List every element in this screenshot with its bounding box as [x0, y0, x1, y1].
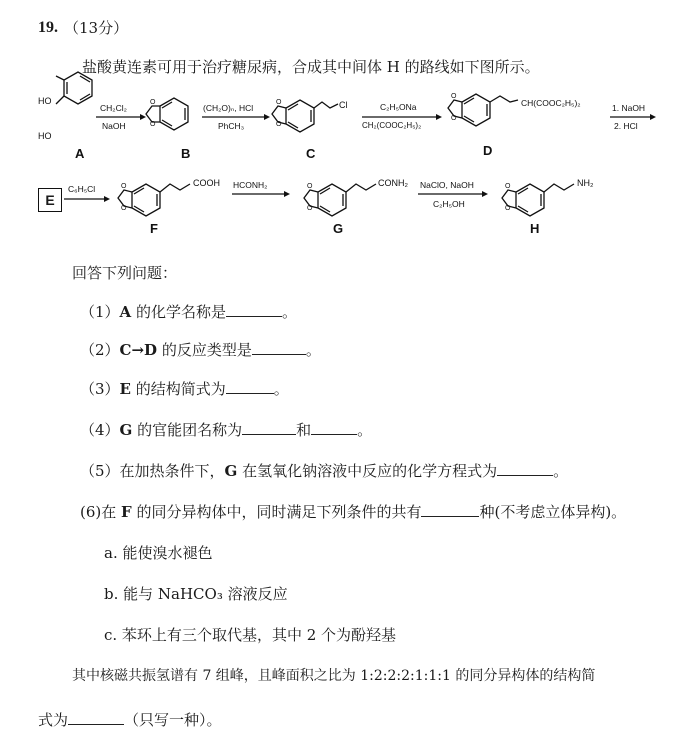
d-o-bottom: O: [451, 115, 457, 122]
g-o-bottom: O: [307, 205, 313, 212]
answer-blank-6[interactable]: [421, 502, 479, 517]
compound-f-label: F: [150, 221, 158, 236]
question-5: （5）在加热条件下，G 在氢氧化钠溶液中反应的化学方程式为 。: [80, 462, 569, 480]
reagent-gh-bottom: C₂H₅OH: [433, 199, 465, 209]
compound-g-label: G: [333, 221, 344, 236]
compound-b-label: B: [181, 146, 191, 161]
f-o-bottom: O: [121, 205, 127, 212]
answer-blank-5[interactable]: [497, 461, 553, 476]
reagent-de-top: 1. NaOH: [612, 103, 646, 113]
ho-bottom-label: HO: [38, 131, 52, 141]
d-o-top: O: [451, 93, 457, 100]
h-o-top: O: [505, 183, 511, 190]
answer-blank-1[interactable]: [226, 302, 282, 317]
compound-d-label: D: [483, 143, 493, 158]
reagent-de-bottom: 2. HCl: [614, 121, 638, 131]
chloro-label: Cl: [339, 100, 348, 110]
answer-blank-2[interactable]: [252, 340, 306, 355]
g-amide-chain: CONH₂: [378, 178, 408, 188]
h-amine-chain: NH₂: [577, 178, 594, 188]
ho-top-label: HO: [38, 96, 52, 106]
answer-blank-7[interactable]: [68, 710, 124, 725]
h-o-bottom: O: [505, 205, 511, 212]
compound-a-label: A: [75, 146, 85, 161]
reagent-cd-top: C₂H₅ONa: [380, 102, 417, 112]
f-o-top: O: [121, 183, 127, 190]
g-o-top: O: [307, 183, 313, 190]
answer-blank-4a[interactable]: [242, 420, 296, 435]
question-number: 19.: [38, 19, 58, 36]
condition-b: b. 能与 NaHCO₃ 溶液反应: [104, 585, 288, 603]
compound-h-label: H: [530, 221, 540, 236]
compound-c-label: C: [306, 146, 316, 161]
question-4: （4）G 的官能团名称为 和 。: [80, 421, 373, 439]
answer-blank-3[interactable]: [226, 379, 274, 394]
answer-blank-4b[interactable]: [311, 420, 357, 435]
reagent-ab-bottom: NaOH: [102, 121, 126, 131]
question-score: （13分）: [64, 19, 129, 37]
reagent-ef-top: C₆H₅Cl: [68, 184, 96, 194]
condition-c: c. 苯环上有三个取代基，其中 2 个为酚羟基: [104, 626, 397, 644]
question-1: （1）A 的化学名称是 。: [80, 303, 297, 321]
question-3: （3）E 的结构简式为 。: [80, 380, 289, 398]
question-6: (6)在 F 的同分异构体中，同时满足下列条件的共有 种(不考虑立体异构)。: [80, 503, 627, 521]
compound-e-box: E: [38, 188, 62, 212]
reagent-fg-top: HCONH₂: [233, 180, 268, 190]
answer-prompt: 回答下列问题：: [72, 264, 178, 282]
b-o-top: O: [150, 99, 156, 106]
reagent-bc-bottom: PhCH₃: [218, 121, 245, 131]
c-o-bottom: O: [276, 121, 282, 128]
nmr-condition-line2: 式为 （只写一种）。: [38, 711, 222, 729]
b-o-bottom: O: [150, 121, 156, 128]
f-acid-chain: COOH: [193, 178, 220, 188]
reagent-bc-top: (CH₂O)ₙ, HCl: [203, 103, 254, 113]
compound-h-structure: [0, 0, 692, 260]
c-o-top: O: [276, 99, 282, 106]
reagent-gh-top: NaClO, NaOH: [420, 180, 474, 190]
nmr-condition-line1: 其中核磁共振氢谱有 7 组峰，且峰面积之比为 1:2:2:2:1:1:1 的同分异构体的结构简: [72, 668, 596, 684]
condition-a: a. 能使溴水褪色: [104, 544, 213, 562]
question-intro: 盐酸黄连素可用于治疗糖尿病，合成其中间体 H 的路线如下图所示。: [82, 58, 540, 76]
question-2: （2）C→D 的反应类型是 。: [80, 341, 321, 359]
d-malonate-chain: CH(COOC₂H₅)₂: [521, 98, 581, 108]
reagent-ab-top: CH₂Cl₂: [100, 103, 127, 113]
reagent-cd-bottom: CH₂(COOC₂H₅)₂: [362, 121, 422, 130]
